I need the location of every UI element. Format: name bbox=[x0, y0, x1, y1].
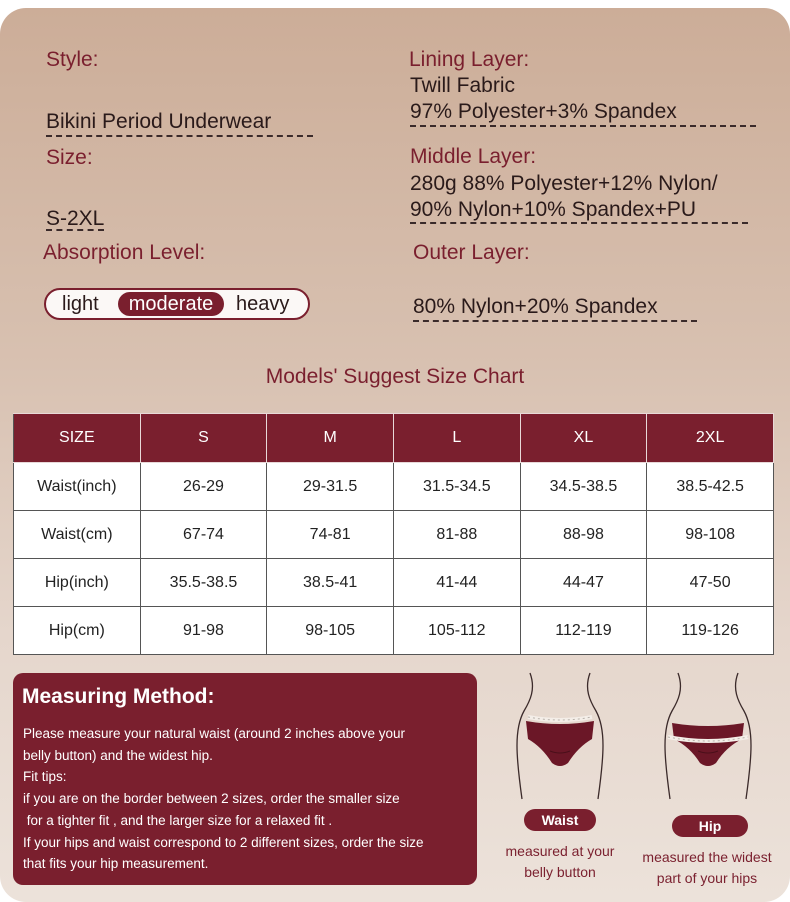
header-l: L bbox=[393, 414, 520, 463]
table-cell: 35.5-38.5 bbox=[140, 559, 267, 607]
measuring-method-box bbox=[13, 673, 477, 885]
lining-line2: 97% Polyester+3% Spandex bbox=[410, 100, 677, 123]
middle-underline bbox=[410, 222, 748, 224]
outer-underline bbox=[413, 320, 697, 322]
row-label: Hip(cm) bbox=[14, 607, 141, 655]
hip-illustration bbox=[656, 671, 760, 801]
absorption-label: Absorption Level: bbox=[43, 241, 206, 264]
method-line: Please measure your natural waist (around 2 inches above your bbox=[23, 726, 405, 741]
middle-label: Middle Layer: bbox=[410, 145, 537, 168]
lining-underline bbox=[410, 125, 756, 127]
style-underline bbox=[46, 135, 313, 137]
table-header-row bbox=[14, 414, 774, 463]
method-line: belly button) and the widest hip. bbox=[23, 747, 213, 763]
hip-tag: Hip bbox=[672, 815, 748, 837]
table-cell: 44-47 bbox=[520, 559, 647, 607]
middle-line2: 90% Nylon+10% Spandex+PU bbox=[410, 198, 697, 221]
table-row bbox=[14, 559, 774, 607]
table-cell: 98-105 bbox=[267, 607, 394, 655]
table-row bbox=[14, 511, 774, 559]
lining-label: Lining Layer: bbox=[409, 48, 530, 71]
hip-caption bbox=[632, 847, 782, 889]
lining-line1: Twill Fabric bbox=[410, 74, 516, 97]
table-cell: 41-44 bbox=[393, 559, 520, 607]
measuring-method-title: Measuring Method: bbox=[22, 685, 215, 708]
size-chart-table bbox=[13, 413, 774, 655]
table-cell: 38.5-42.5 bbox=[647, 463, 774, 511]
header-size: SIZE bbox=[14, 414, 141, 463]
header-s: S bbox=[140, 414, 267, 463]
table-row bbox=[14, 607, 774, 655]
table-row bbox=[14, 463, 774, 511]
absorption-option-light: light bbox=[62, 293, 99, 315]
row-label: Waist(inch) bbox=[14, 463, 141, 511]
size-chart-title: Models' Suggest Size Chart bbox=[265, 365, 525, 388]
style-value: Bikini Period Underwear bbox=[46, 110, 272, 133]
waist-tag: Waist bbox=[524, 809, 596, 831]
table-cell: 26-29 bbox=[140, 463, 267, 511]
waist-caption bbox=[490, 841, 630, 883]
row-label: Waist(cm) bbox=[14, 511, 141, 559]
table-cell: 47-50 bbox=[647, 559, 774, 607]
absorption-option-heavy: heavy bbox=[236, 293, 290, 315]
outer-label: Outer Layer: bbox=[413, 241, 530, 264]
table-cell: 34.5-38.5 bbox=[520, 463, 647, 511]
table-cell: 81-88 bbox=[393, 511, 520, 559]
waist-illustration bbox=[508, 671, 612, 801]
hip-caption-line1: measured the widest bbox=[642, 849, 772, 865]
method-line: Fit tips: bbox=[23, 769, 67, 785]
table-cell: 31.5-34.5 bbox=[393, 463, 520, 511]
waist-caption-line2: belly button bbox=[524, 864, 596, 880]
middle-line1: 280g 88% Polyester+12% Nylon/ bbox=[410, 172, 718, 195]
size-label: Size: bbox=[46, 146, 93, 169]
table-cell: 91-98 bbox=[140, 607, 267, 655]
table-cell: 119-126 bbox=[647, 607, 774, 655]
style-label: Style: bbox=[46, 48, 99, 71]
table-cell: 67-74 bbox=[140, 511, 267, 559]
table-cell: 105-112 bbox=[393, 607, 520, 655]
outer-value: 80% Nylon+20% Spandex bbox=[413, 295, 658, 318]
table-cell: 88-98 bbox=[520, 511, 647, 559]
spec-card bbox=[0, 8, 790, 902]
method-line: if you are on the border between 2 sizes, order the smaller size bbox=[23, 791, 400, 807]
method-line: that fits your hip measurement. bbox=[23, 856, 209, 872]
hip-caption-line2: part of your hips bbox=[656, 870, 758, 886]
table-cell: 74-81 bbox=[267, 511, 394, 559]
table-cell: 38.5-41 bbox=[267, 559, 394, 607]
table-cell: 29-31.5 bbox=[267, 463, 394, 511]
absorption-level-selector bbox=[44, 288, 310, 320]
size-value: S-2XL bbox=[46, 207, 105, 230]
table-cell: 98-108 bbox=[647, 511, 774, 559]
table-cell: 112-119 bbox=[520, 607, 647, 655]
header-2xl: 2XL bbox=[647, 414, 774, 463]
header-m: M bbox=[267, 414, 394, 463]
size-underline bbox=[46, 229, 104, 231]
row-label: Hip(inch) bbox=[14, 559, 141, 607]
method-line: for a tighter fit , and the larger size for a relaxed fit . bbox=[23, 812, 333, 828]
measuring-method-text bbox=[23, 723, 423, 875]
header-xl: XL bbox=[520, 414, 647, 463]
waist-caption-line1: measured at your bbox=[505, 843, 615, 859]
method-line: If your hips and waist correspond to 2 different sizes, order the size bbox=[23, 834, 424, 850]
absorption-option-moderate: moderate bbox=[118, 292, 224, 316]
